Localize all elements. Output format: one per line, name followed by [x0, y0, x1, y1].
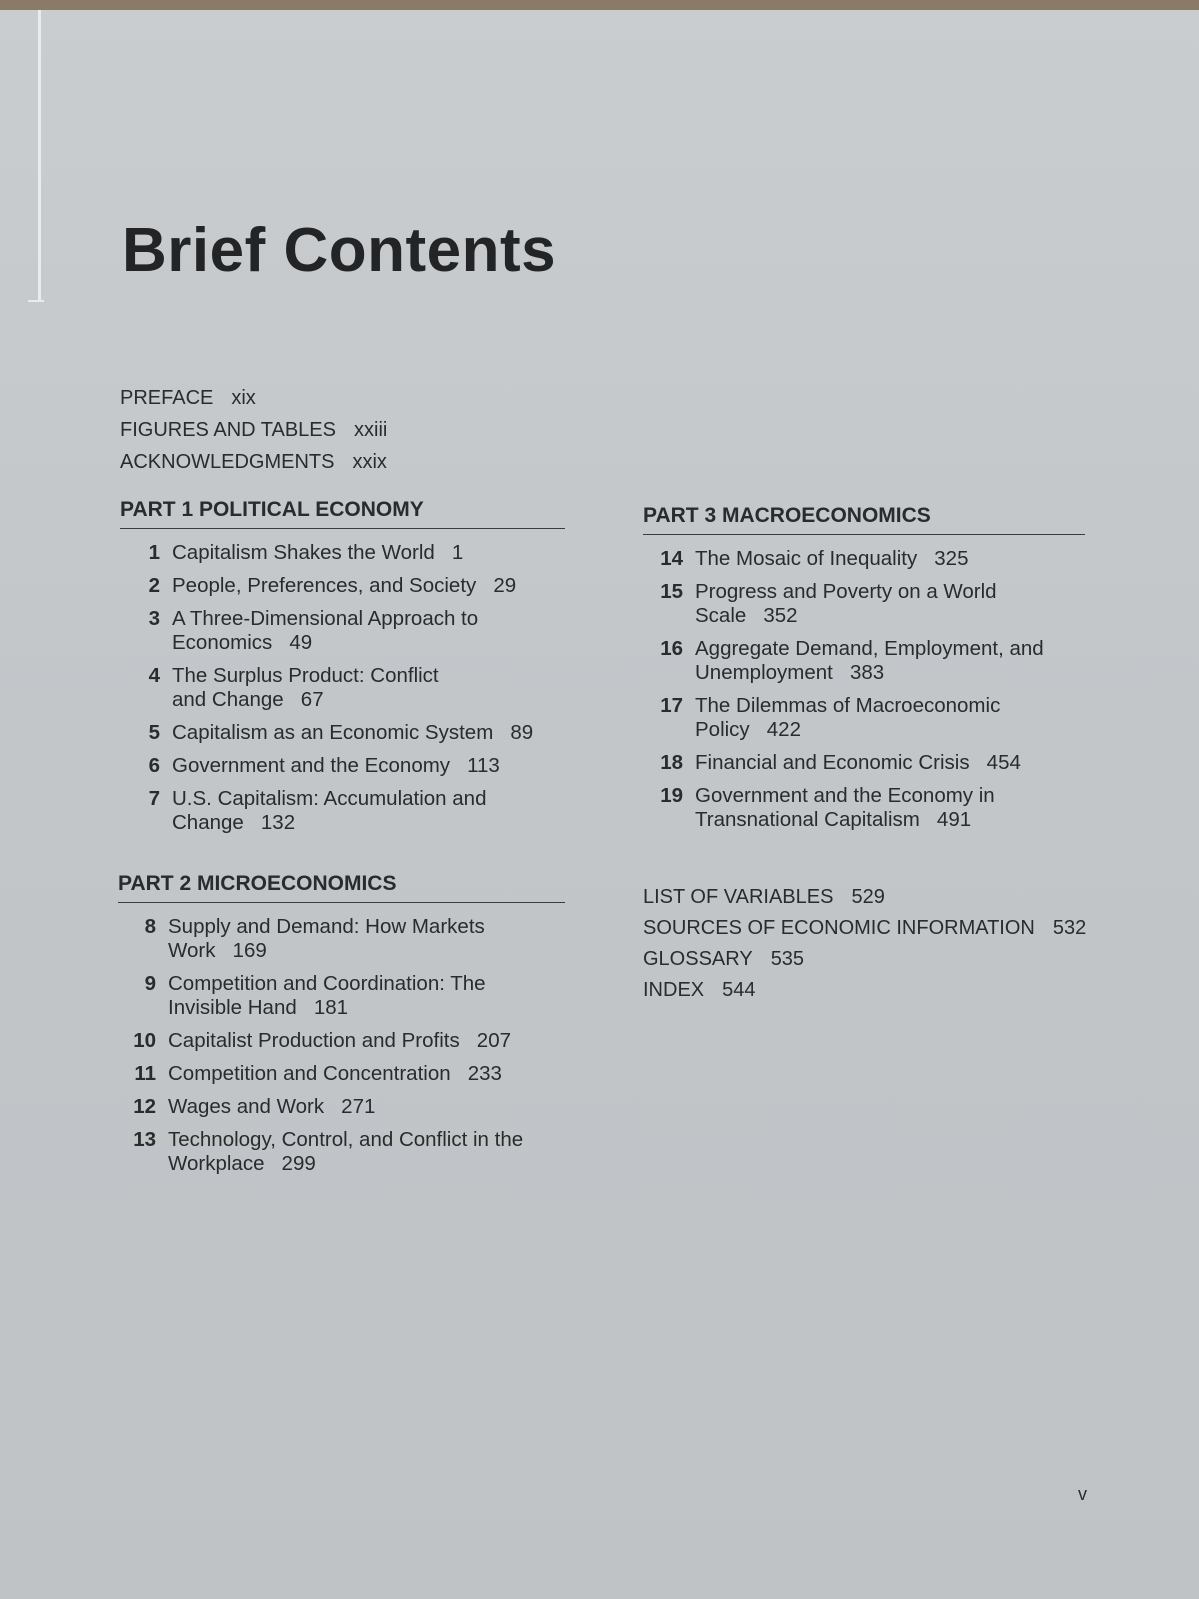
- chapter-number: 10: [133, 1029, 156, 1052]
- chapter-number: 1: [148, 541, 160, 564]
- front-matter-item: [120, 446, 387, 478]
- back-matter-item: [643, 975, 1086, 1006]
- part-heading: PART 1 POLITICAL ECONOMY: [120, 498, 565, 529]
- entry-label: GLOSSARY: [643, 948, 753, 970]
- chapter-title-line: Competition and Concentration 233: [168, 1062, 502, 1085]
- chapter-entry: [120, 607, 565, 655]
- entry-label: INDEX: [643, 979, 705, 1001]
- back-matter-item: [643, 944, 1086, 975]
- chapter-title-line: Policy 422: [695, 718, 801, 741]
- chapter-title-line: Scale 352: [695, 604, 798, 627]
- chapter-title-line: The Mosaic of Inequality 325: [695, 547, 969, 570]
- chapter-number: 7: [148, 787, 160, 810]
- front-matter-list: [120, 382, 387, 478]
- book-page: [0, 10, 1199, 1599]
- entry-label: PREFACE: [120, 387, 214, 409]
- chapter-title-line: Capitalism as an Economic System 89: [172, 721, 534, 744]
- chapter-number: 6: [148, 754, 160, 777]
- chapter-entry: [643, 751, 1085, 775]
- front-matter-item: [120, 414, 387, 446]
- chapter-entry: [118, 1062, 565, 1086]
- chapter-number: 16: [660, 637, 683, 660]
- part-2-section: [118, 872, 565, 1185]
- entry-page: 529: [851, 886, 885, 908]
- chapter-entry: [643, 547, 1085, 571]
- chapter-entry: [120, 541, 565, 565]
- page-edge-tick: [28, 300, 44, 302]
- chapter-title-line: A Three-Dimensional Approach to: [172, 607, 479, 630]
- chapter-entry: [118, 1095, 565, 1119]
- chapter-title-line: Transnational Capitalism 491: [695, 808, 972, 831]
- chapter-title-line: Supply and Demand: How Markets: [168, 915, 485, 938]
- chapter-title-line: People, Preferences, and Society 29: [172, 574, 517, 597]
- chapter-title-line: Invisible Hand 181: [168, 996, 349, 1019]
- chapter-entry: [120, 664, 565, 712]
- chapter-title-line: Change 132: [172, 811, 296, 834]
- chapter-number: 5: [148, 721, 160, 744]
- chapter-entry: [120, 787, 565, 835]
- chapter-title-line: Progress and Poverty on a World: [695, 580, 997, 603]
- chapter-entry: [118, 915, 565, 963]
- chapter-number: 19: [660, 784, 683, 807]
- chapter-number: 13: [133, 1128, 156, 1151]
- part-1-section: [120, 498, 565, 844]
- chapter-title-line: Work 169: [168, 939, 267, 962]
- entry-page: 532: [1052, 917, 1087, 939]
- chapter-title-line: The Dilemmas of Macroeconomic: [695, 694, 1001, 717]
- back-matter-list: [643, 882, 1086, 1006]
- back-matter-item: [643, 913, 1086, 944]
- chapter-entry: [118, 1029, 565, 1053]
- chapter-title-line: Capitalism Shakes the World 1: [172, 541, 464, 564]
- entry-label: ACKNOWLEDGMENTS: [120, 451, 335, 473]
- chapter-entry: [643, 784, 1085, 832]
- chapter-entry: [120, 754, 565, 778]
- chapter-entry: [643, 694, 1085, 742]
- entry-page: 535: [770, 948, 805, 970]
- chapter-title-line: Economics 49: [172, 631, 313, 654]
- chapter-title-line: Financial and Economic Crisis 454: [695, 751, 1021, 774]
- chapter-title-line: Competition and Coordination: The: [168, 972, 486, 995]
- chapter-number: 11: [134, 1062, 156, 1085]
- chapter-entry: [118, 972, 565, 1020]
- chapter-entry: [643, 580, 1085, 628]
- chapter-title-line: and Change 67: [172, 688, 324, 711]
- entry-label: LIST OF VARIABLES: [643, 886, 834, 908]
- page-title: Brief Contents: [122, 216, 557, 285]
- chapter-title-line: Aggregate Demand, Employment, and: [695, 637, 1044, 660]
- chapter-number: 3: [148, 607, 160, 630]
- chapter-list: [118, 915, 565, 1176]
- chapter-title-line: Workplace 299: [168, 1152, 316, 1175]
- chapter-entry: [120, 574, 565, 598]
- chapter-list: [643, 547, 1085, 832]
- part-heading: PART 3 MACROECONOMICS: [643, 504, 1085, 535]
- entry-page: xxix: [352, 451, 387, 473]
- chapter-entry: [643, 637, 1085, 685]
- chapter-title-line: U.S. Capitalism: Accumulation and: [172, 787, 487, 810]
- entry-page: xix: [231, 387, 256, 409]
- chapter-number: 2: [148, 574, 160, 597]
- chapter-title-line: The Surplus Product: Conflict: [172, 664, 439, 687]
- chapter-number: 9: [144, 972, 156, 995]
- chapter-number: 17: [660, 694, 683, 717]
- entry-page: xxiii: [354, 419, 388, 441]
- chapter-entry: [118, 1128, 565, 1176]
- chapter-title-line: Technology, Control, and Conflict in the: [168, 1128, 524, 1151]
- part-heading: PART 2 MICROECONOMICS: [118, 872, 565, 903]
- entry-label: FIGURES AND TABLES: [120, 419, 336, 441]
- chapter-number: 12: [133, 1095, 156, 1118]
- back-matter-item: [643, 882, 1086, 913]
- chapter-title-line: Unemployment 383: [695, 661, 885, 684]
- chapter-number: 15: [660, 580, 683, 603]
- chapter-number: 18: [660, 751, 683, 774]
- entry-label: SOURCES OF ECONOMIC INFORMATION: [643, 917, 1035, 939]
- front-matter-item: [120, 382, 387, 414]
- chapter-title-line: Capitalist Production and Profits 207: [168, 1029, 511, 1052]
- page-number: v: [1078, 1484, 1087, 1504]
- chapter-number: 8: [144, 915, 156, 938]
- page-edge-line: [38, 10, 41, 300]
- chapter-list: [120, 541, 565, 835]
- part-3-section: [643, 504, 1085, 841]
- chapter-title-line: Wages and Work 271: [168, 1095, 376, 1118]
- chapter-title-line: Government and the Economy in: [695, 784, 995, 807]
- chapter-title-line: Government and the Economy 113: [172, 754, 500, 777]
- chapter-number: 14: [660, 547, 683, 570]
- chapter-entry: [120, 721, 565, 745]
- entry-page: 544: [722, 979, 756, 1001]
- chapter-number: 4: [148, 664, 160, 687]
